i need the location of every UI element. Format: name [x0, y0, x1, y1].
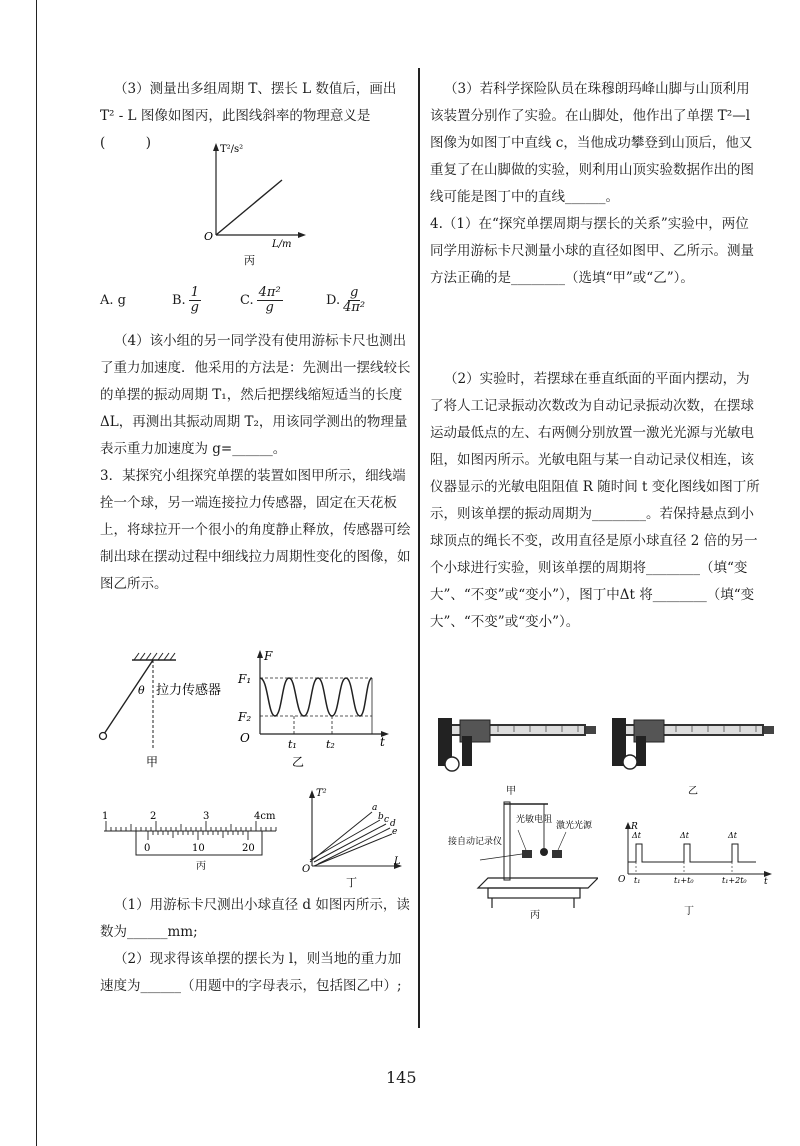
graph-line — [216, 180, 282, 235]
t2-label: t₂ — [326, 738, 335, 751]
line-label-e: e — [392, 827, 398, 837]
dt-label-3: Δt — [728, 831, 737, 840]
x-axis-label: L — [394, 856, 401, 867]
x-axis-label: t — [380, 735, 385, 749]
problem-3-text: 3．某探究小组探究单摆的装置如图甲所示，细线端拴一个球，另一端连接拉力传感器，固定在天花板上，将球拉开一个很小的角度静止释放，传感器可绘制出球在摆动过程中细线拉力周期性变化的图像，如图乙所示。 — [100, 468, 411, 592]
figure-caption: 甲 — [506, 786, 516, 797]
column-divider — [418, 68, 420, 1028]
origin-label: O — [240, 731, 250, 745]
t1-label: t₁ — [288, 738, 297, 751]
force-time-graph — [232, 646, 394, 770]
figure-caption: 甲 — [146, 755, 159, 768]
caliper-method-jia — [426, 710, 596, 800]
photoresistor — [522, 850, 532, 858]
t3-label: t₁+2t₀ — [722, 876, 747, 885]
line-label-c: c — [384, 815, 390, 825]
caliper-method-yi — [604, 710, 774, 800]
resistor-label: 光敏电阻 — [516, 815, 553, 825]
question-3-4-text: （4）该小组的另一同学没有使用游标卡尺也测出了重力加速度．他采用的方法是：先测出一摆线较长的单摆的振动周期 T₁，然后把摆线缩短适当的长度ΔL，再测出其振动周期 T₂，用该同学测出的物理量表示重力加速度为 g=______。 — [100, 333, 411, 457]
y-axis-label: R — [631, 822, 638, 832]
vernier-caliper-reading — [96, 805, 286, 885]
main-tick-2: 2 — [150, 811, 157, 822]
angle-label: θ — [138, 684, 145, 697]
t1-label: t₁ — [634, 876, 641, 885]
figure-caption: 丙 — [196, 861, 206, 872]
origin-label: O — [302, 864, 311, 875]
vernier-tick-0: 0 — [144, 843, 151, 854]
t2-l-lines-graph — [300, 782, 410, 892]
y-axis-label: T²/s² — [220, 144, 244, 155]
right-column-middle — [430, 366, 760, 636]
page-number: 145 — [386, 1068, 417, 1087]
figure-caption: 丁 — [684, 906, 694, 917]
question-3-3-text: （3）测量出多组周期 T、摆长 L 数值后，画出 T² - L 图像如图丙，此图线斜率的物理意义是( ) — [100, 81, 397, 151]
pendulum-ball — [100, 733, 107, 740]
option-a: A. g — [100, 292, 126, 308]
line-e — [314, 834, 392, 866]
vernier-tick-10: 10 — [192, 843, 205, 854]
laser-label: 激光光源 — [556, 821, 593, 831]
sensor-label: 拉力传感器 — [156, 683, 222, 698]
pendulum-figure — [96, 650, 246, 768]
line-d — [318, 828, 390, 864]
question-3-2-text: （2）现求得该单摆的摆长为 l，则当地的重力加速度为______（用题中的字母表示，包括图乙中）; — [100, 951, 402, 994]
force-curve — [260, 678, 372, 716]
y-axis-label: T² — [316, 788, 327, 799]
ball — [623, 755, 637, 769]
x-axis-label: L/m — [272, 239, 292, 250]
main-tick-1: 1 — [102, 811, 109, 822]
question-4-2-text: （2）实验时，若摆球在垂直纸面的平面内摆动，为了将人工记录振动次数改为自动记录振动次数，在摆球运动最低点的左、右两侧分别放置一激光光源与光敏电阻，如图丙所示。光敏电阻与某一自动记录仪相连，该仪器显示的光敏电阻阻值 R 随时间 t 变化图线如图丁所示，则该单摆的振动周期为________。若保持悬点到小球顶点的绳长不变，改用直径是原小球直径 2 倍的另一个小球进行实验，则该单摆的周期将________（填“变大”、“不变”或“变小”），图丁中Δt 将________（填“变大”、“不变”或“变小”）。 — [430, 371, 760, 630]
f2-label: F₂ — [238, 710, 252, 724]
main-tick-3: 3 — [203, 811, 210, 822]
line-label-d: d — [390, 819, 396, 829]
problem-4-text: 4.（1）在“探究单摆周期与摆长的关系”实验中，两位同学用游标卡尺测量小球的直径如图甲、乙所示。测量方法正确的是________（选填“甲”或“乙”）。 — [430, 216, 754, 286]
figure-caption: 丙 — [244, 254, 255, 267]
resistance-time-graph — [616, 820, 776, 920]
left-column-bottom — [100, 892, 412, 1000]
main-tick-4: 4cm — [254, 811, 276, 822]
ball — [445, 757, 459, 771]
option-b: B. $\frac{1}{g}$ — [172, 284, 199, 315]
dt-label-2: Δt — [680, 831, 689, 840]
x-axis-label: t — [764, 877, 768, 887]
option-c: C. $\frac{\text{4π²}}{g}$ — [240, 284, 281, 315]
figure-caption: 乙 — [292, 755, 305, 769]
resistance-curve — [628, 844, 756, 862]
answer-options — [100, 280, 410, 320]
recorder-label: 接自动记录仪 — [448, 837, 503, 847]
origin-label: O — [618, 875, 626, 885]
auto-record-apparatus — [448, 792, 598, 922]
left-margin-line — [36, 0, 37, 1146]
right-column-top — [430, 76, 760, 292]
line-b — [310, 820, 380, 860]
origin-label: O — [204, 230, 214, 243]
question-3-1-text: （1）用游标卡尺测出小球直径 d 如图丙所示，读数为______mm; — [100, 897, 410, 940]
t2-l-graph — [200, 140, 310, 270]
f1-label: F₁ — [238, 672, 252, 686]
line-label-b: b — [378, 812, 384, 822]
dt-label-1: Δt — [632, 831, 641, 840]
y-axis-label: F — [264, 649, 273, 663]
line-label-a: a — [372, 803, 378, 813]
left-column-middle — [100, 328, 412, 598]
ball — [540, 848, 548, 856]
t2-label: t₁+t₀ — [674, 876, 694, 885]
figure-caption: 乙 — [688, 786, 698, 797]
question-3-3b-text: （3）若科学探险队员在珠穆朗玛峰山脚与山顶利用该装置分别作了实验。在山脚处，他作出了单摆 T²—l 图像为如图丁中直线 c，当他成功攀登到山顶后，他又重复了在山脚做的实验，则利用山顶实验数据作出的图线可能是图丁中的直线______。 — [430, 81, 754, 205]
option-d: D. $\frac{g}{\text{4π²}}$ — [326, 284, 366, 315]
figure-caption: 丙 — [530, 910, 540, 921]
vernier-tick-20: 20 — [242, 843, 255, 854]
laser-source — [552, 850, 562, 858]
figure-caption: 丁 — [346, 876, 357, 889]
